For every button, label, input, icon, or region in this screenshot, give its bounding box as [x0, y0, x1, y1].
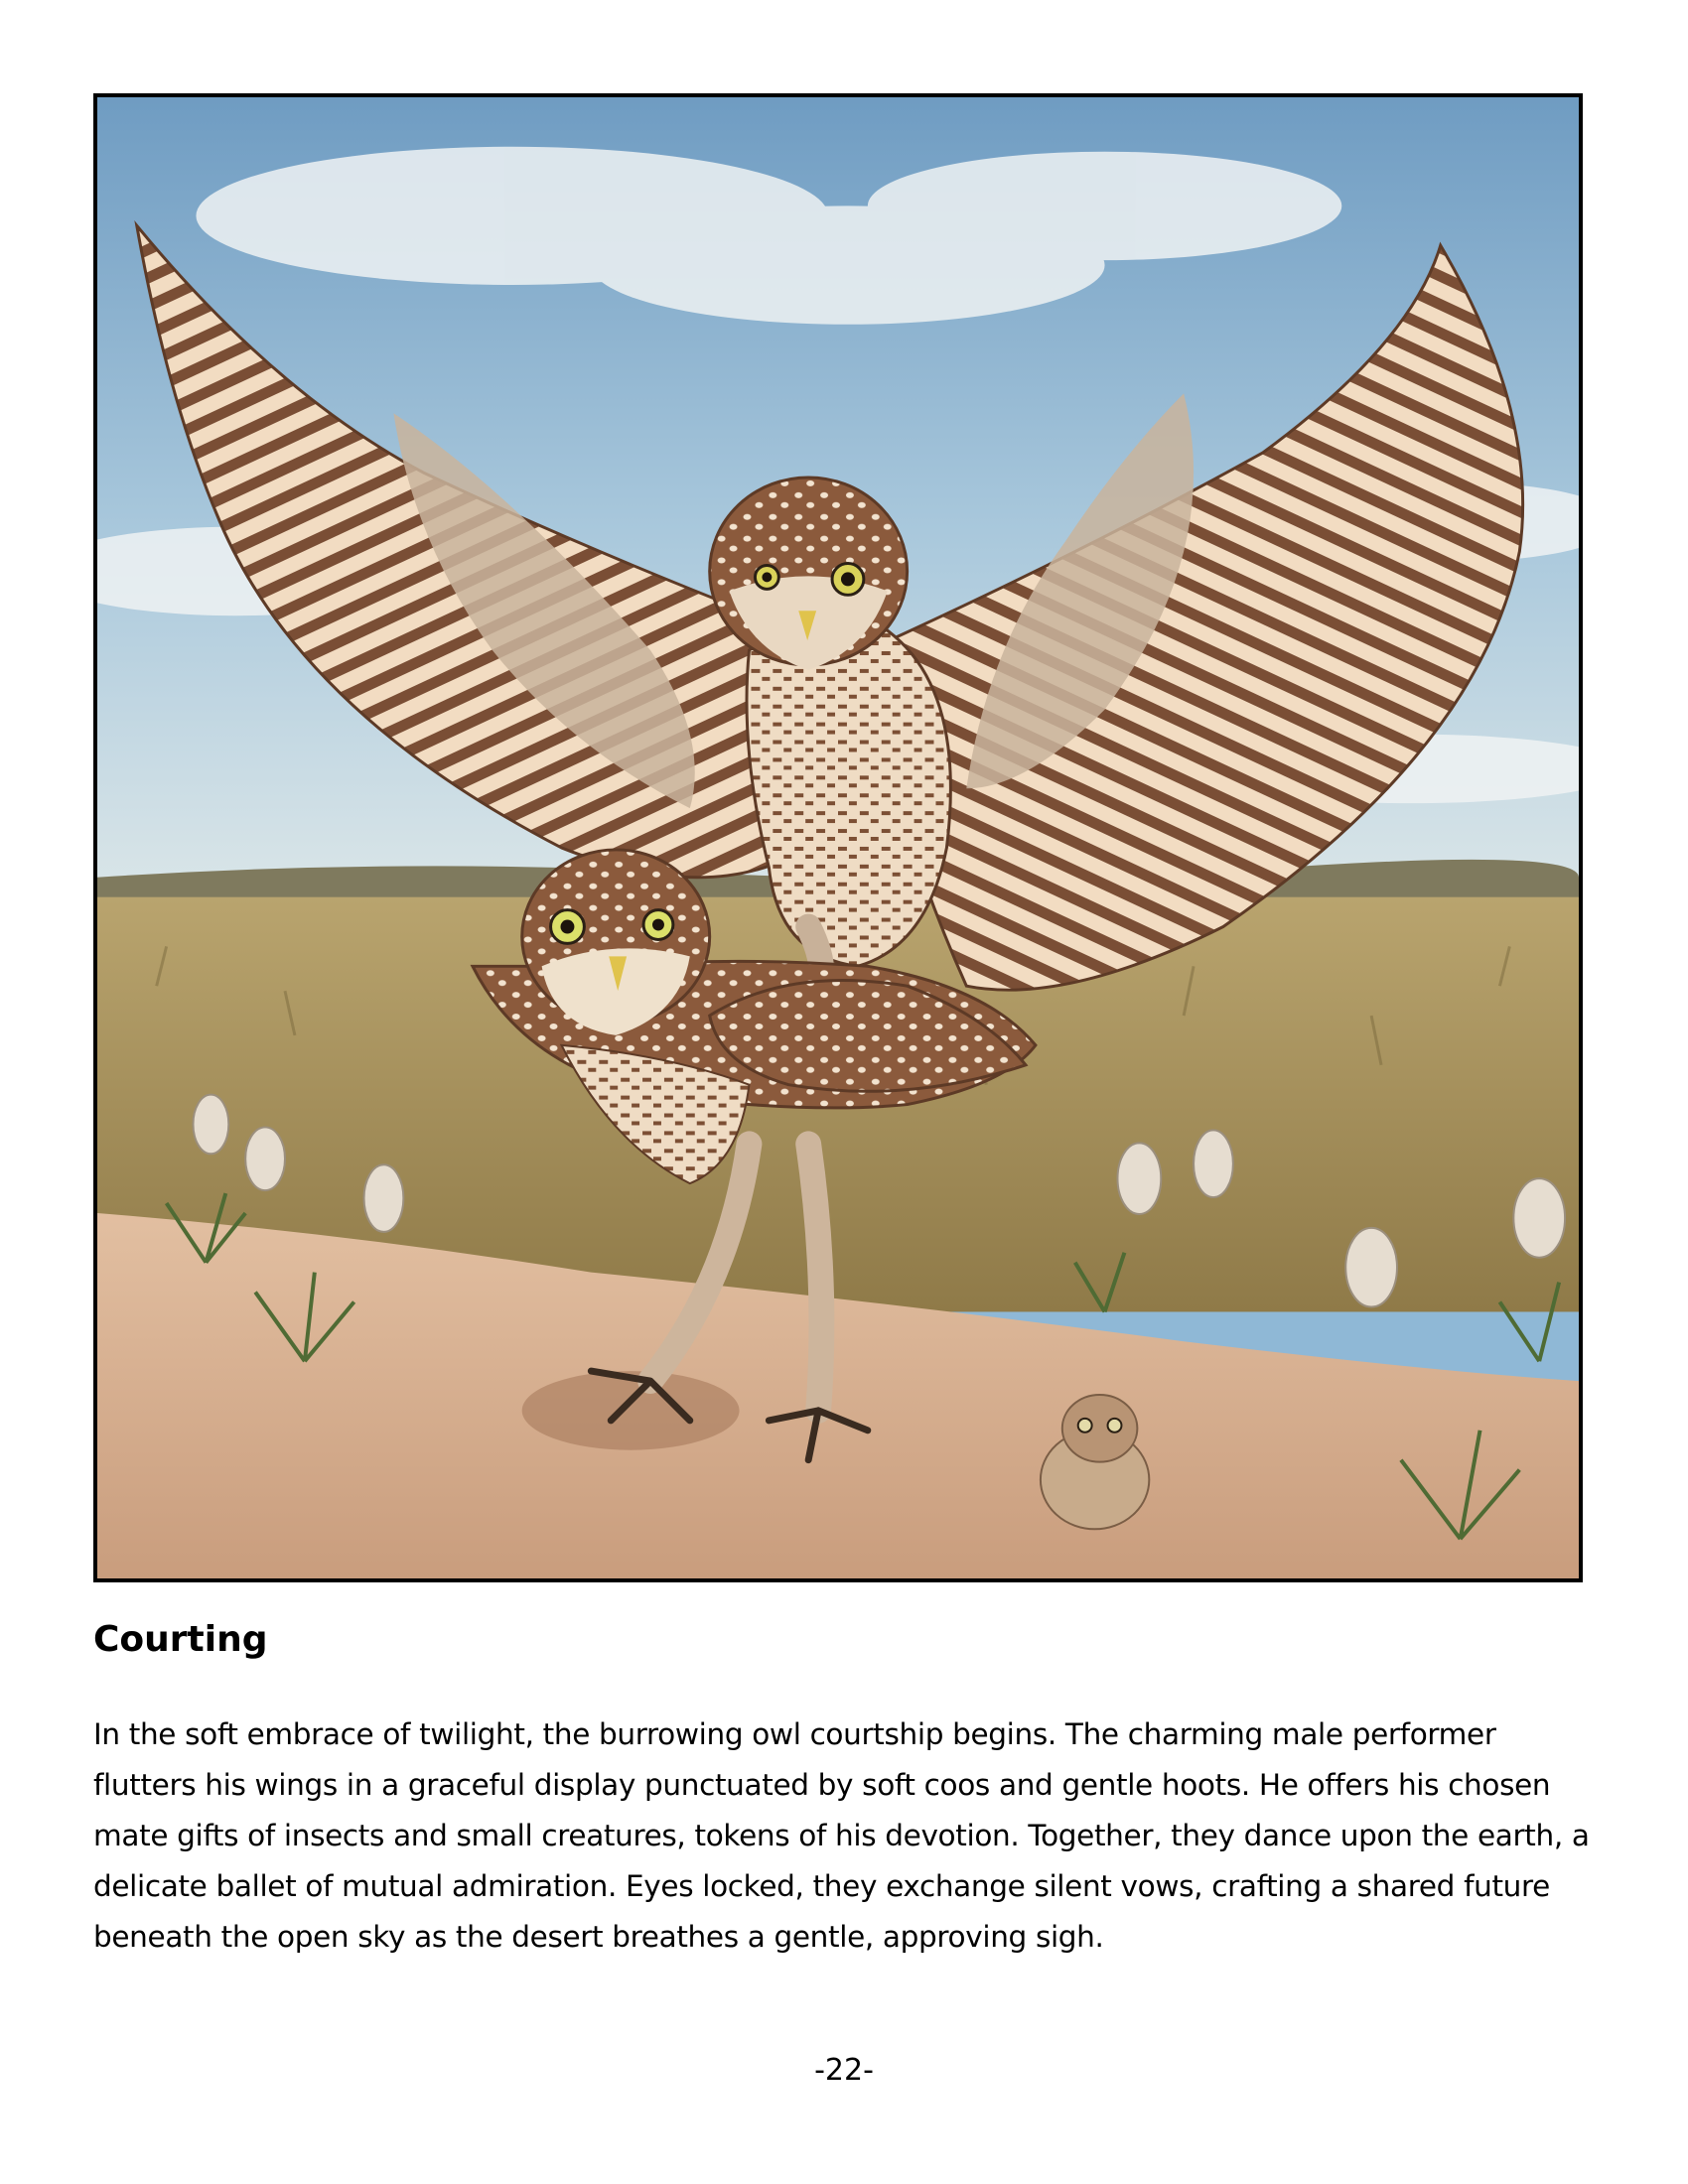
page-number: -22-: [814, 2053, 874, 2088]
owl-illustration-image: [97, 97, 1579, 1578]
section-heading: Courting: [93, 1619, 268, 1660]
courtship-illustration: [93, 93, 1583, 1582]
section-paragraph: In the soft embrace of twilight, the burrowing owl courtship begins. The charming male performer flutters his wings in a graceful display punctuated by soft coos and gentle hoots. He offers his chosen mate gifts of insects and small creatures, tokens of his devotion. Together, they dance upon the earth, a delicate ballet of mutual admiration. Eyes locked, they exchange silent vows, crafting a shared future beneath the open sky as the desert breathes a gentle, approving sigh.: [93, 1717, 1590, 1954]
